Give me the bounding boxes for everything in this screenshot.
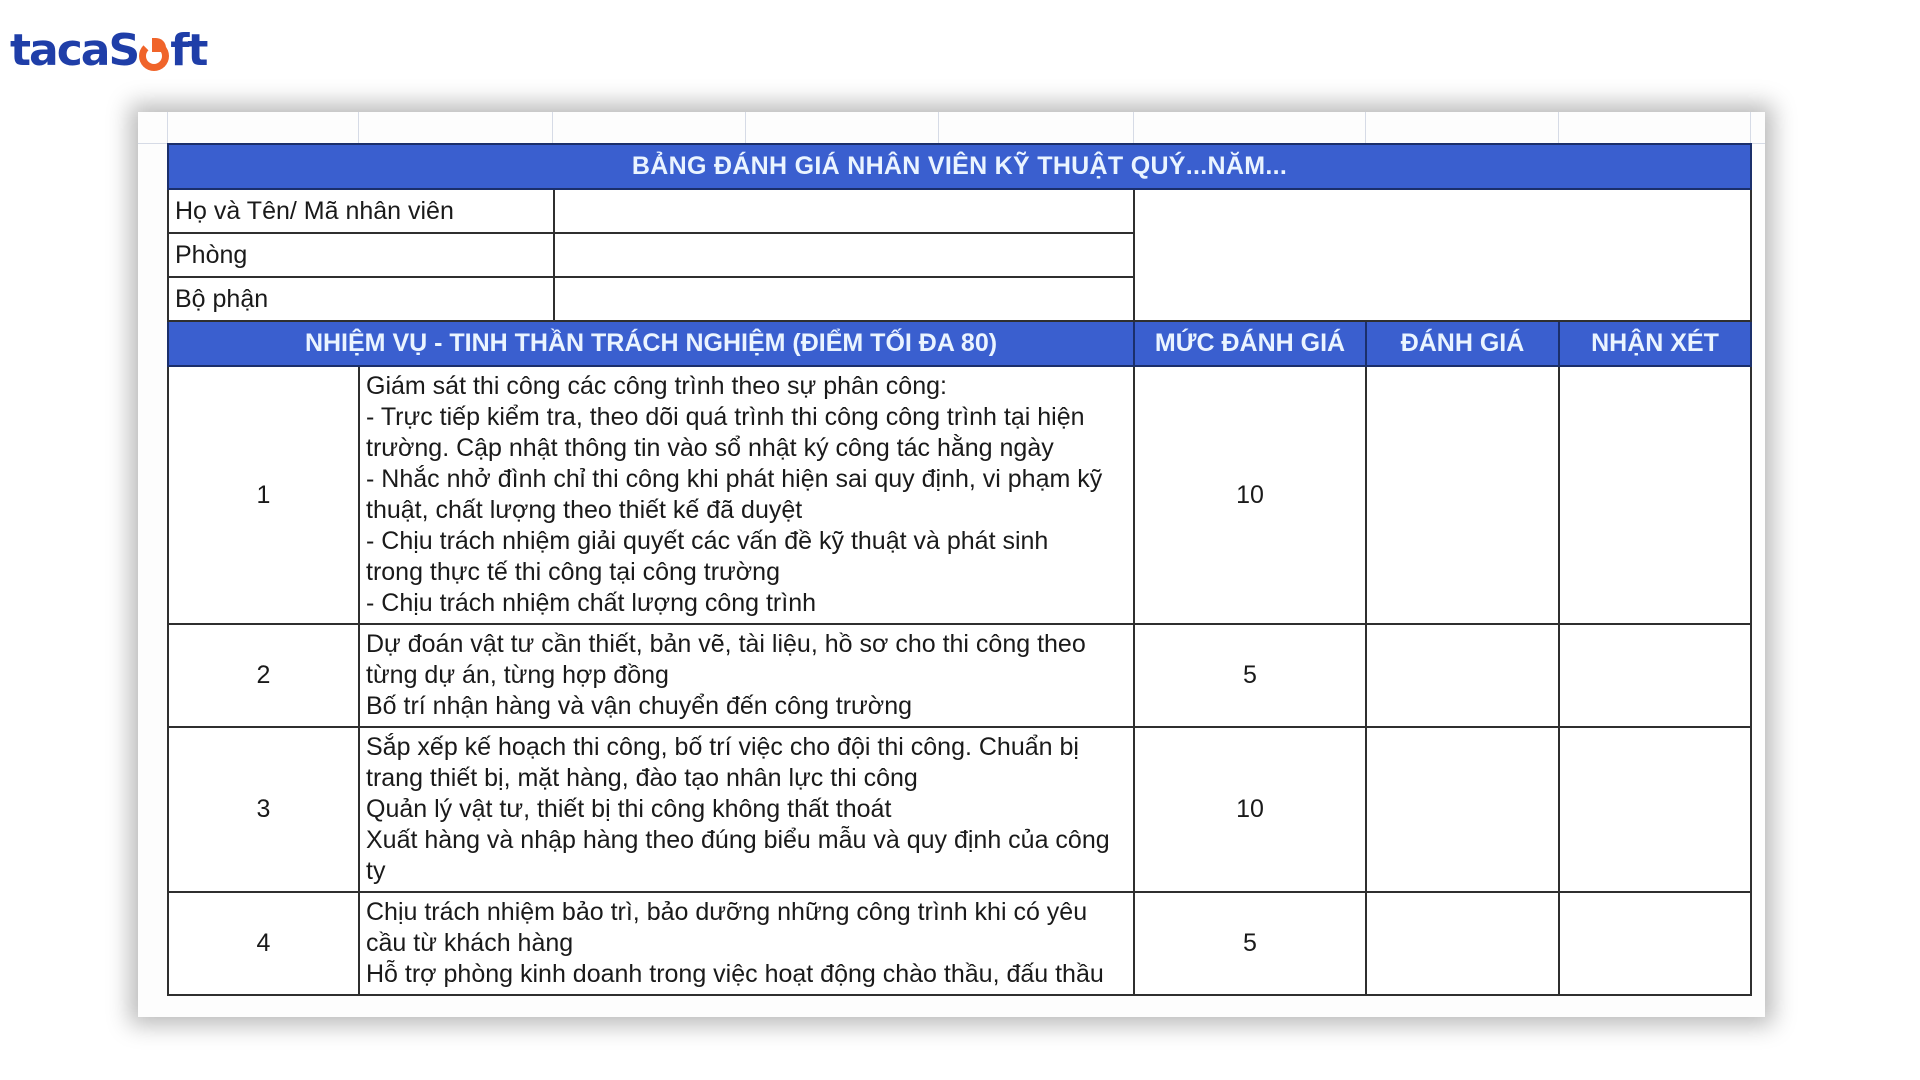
task-line: Dự đoán vật tư cần thiết, bản vẽ, tài liệu, hồ sơ cho thi công theo (366, 630, 1086, 658)
task-description (359, 366, 1134, 624)
task-line: - Trực tiếp kiểm tra, theo dõi quá trình thi công công trình tại hiện (366, 403, 1085, 431)
table-row (168, 624, 1751, 727)
task-description (359, 624, 1134, 727)
rating-cell[interactable] (1366, 366, 1559, 624)
rating-cell[interactable] (1366, 892, 1559, 995)
task-line: Sắp xếp kế hoạch thi công, bố trí việc cho đội thi công. Chuẩn bị (366, 733, 1079, 761)
info-value-department[interactable] (554, 277, 1134, 321)
level-value: 5 (1134, 892, 1366, 995)
task-line: Bố trí nhận hàng và vận chuyển đến công trường (366, 692, 912, 720)
level-value: 10 (1134, 366, 1366, 624)
row-number: 1 (168, 366, 359, 624)
logo-o-chart-icon (139, 41, 169, 71)
comment-cell[interactable] (1559, 727, 1751, 892)
comment-cell[interactable] (1559, 366, 1751, 624)
task-line: - Chịu trách nhiệm chất lượng công trình (366, 589, 817, 617)
row-number: 2 (168, 624, 359, 727)
tacasoft-logo (10, 26, 206, 76)
info-label-room: Phòng (168, 233, 554, 277)
table-title: BẢNG ĐÁNH GIÁ NHÂN VIÊN KỸ THUẬT QUÝ...NĂM... (168, 144, 1751, 189)
info-value-room[interactable] (554, 233, 1134, 277)
task-line: - Chịu trách nhiệm giải quyết các vấn đề kỹ thuật và phát sinh (366, 527, 1049, 555)
info-blank-area (1134, 189, 1751, 321)
task-line: ty (366, 857, 386, 885)
task-line: trong thực tế thi công tại công trường (366, 558, 780, 586)
task-line: Hỗ trợ phòng kinh doanh trong việc hoạt động chào thầu, đấu thầu (366, 960, 1104, 988)
level-value: 10 (1134, 727, 1366, 892)
table-row (168, 727, 1751, 892)
logo-text-end: ft (170, 25, 207, 76)
spreadsheet-screenshot (138, 112, 1765, 1017)
info-label-name: Họ và Tên/ Mã nhân viên (168, 189, 554, 233)
task-description (359, 892, 1134, 995)
task-line: cầu từ khách hàng (366, 929, 574, 957)
logo-text: taca (10, 25, 109, 76)
sheet-gridlines (138, 112, 1765, 144)
task-line: trang thiết bị, mặt hàng, đào tạo nhân lực thi công (366, 764, 918, 792)
row-number: 3 (168, 727, 359, 892)
level-value: 5 (1134, 624, 1366, 727)
column-header-rating: ĐÁNH GIÁ (1366, 321, 1559, 366)
info-value-name[interactable] (554, 189, 1134, 233)
task-line: - Nhắc nhở đình chỉ thi công khi phát hiện sai quy định, vi phạm kỹ (366, 465, 1103, 493)
comment-cell[interactable] (1559, 624, 1751, 727)
logo-text-s: S (108, 25, 139, 76)
task-line: Quản lý vật tư, thiết bị thi công không thất thoát (366, 795, 892, 823)
info-label-department: Bộ phận (168, 277, 554, 321)
table-row (168, 366, 1751, 624)
comment-cell[interactable] (1559, 892, 1751, 995)
task-line: thuật, chất lượng theo thiết kế đã duyệt (366, 496, 803, 524)
task-line: trường. Cập nhật thông tin vào sổ nhật ký công tác hằng ngày (366, 434, 1054, 462)
rating-cell[interactable] (1366, 727, 1559, 892)
task-line: Chịu trách nhiệm bảo trì, bảo dưỡng những công trình khi có yêu (366, 898, 1088, 926)
rating-cell[interactable] (1366, 624, 1559, 727)
evaluation-table (167, 143, 1752, 996)
row-number: 4 (168, 892, 359, 995)
task-description (359, 727, 1134, 892)
column-header-level: MỨC ĐÁNH GIÁ (1134, 321, 1366, 366)
column-header-comment: NHẬN XÉT (1559, 321, 1751, 366)
table-row (168, 892, 1751, 995)
task-line: Giám sát thi công các công trình theo sự phân công: (366, 372, 947, 400)
column-header-task: NHIỆM VỤ - TINH THẦN TRÁCH NGHIỆM (ĐIỂM TỐI ĐA 80) (168, 321, 1134, 366)
task-line: Xuất hàng và nhập hàng theo đúng biểu mẫu và quy định của công (366, 826, 1110, 854)
task-line: từng dự án, từng hợp đồng (366, 661, 669, 689)
